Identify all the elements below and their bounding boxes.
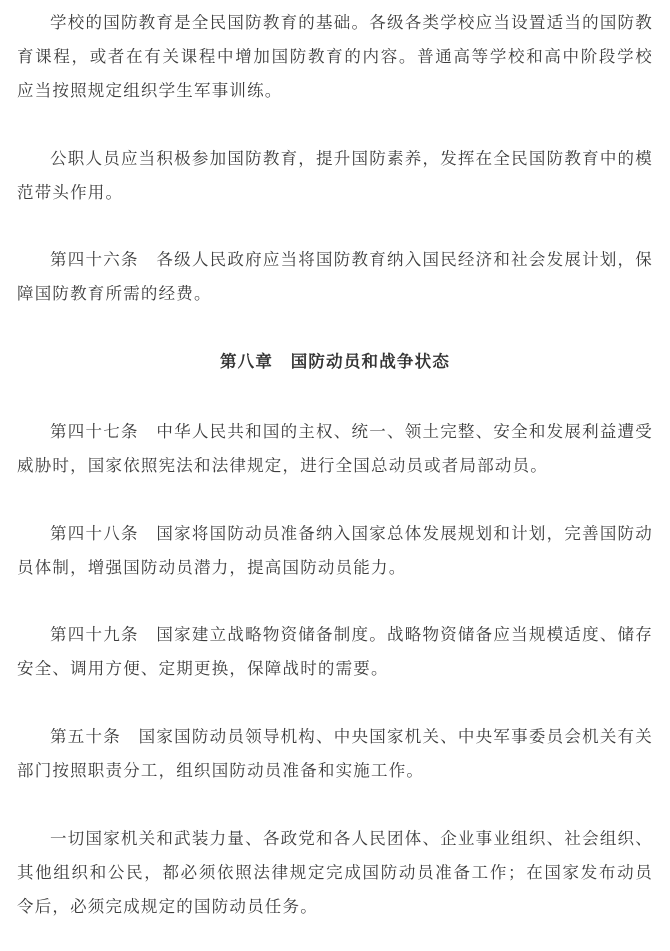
paragraph-article-46: 第四十六条 各级人民政府应当将国防教育纳入国民经济和社会发展计划，保障国防教育所需的经费。 [17,250,653,303]
paragraph-article-50: 第五十条 国家国防动员领导机构、中央国家机关、中央军事委员会机关有关部门按照职责分工，组织国防动员准备和实施工作。 [17,727,653,780]
paragraph-public-officials: 公职人员应当积极参加国防教育，提升国防素养，发挥在全民国防教育中的模范带头作用。 [17,149,653,202]
paragraph-article-49: 第四十九条 国家建立战略物资储备制度。战略物资储备应当规模适度、储存安全、调用方便、定期更换，保障战时的需要。 [17,625,653,678]
paragraph-all-organs: 一切国家机关和武装力量、各政党和各人民团体、企业事业组织、社会组织、其他组织和公民，都必须依照法律规定完成国防动员准备工作；在国家发布动员令后，必须完成规定的国防动员任务。 [17,829,653,916]
chapter-heading: 第八章 国防动员和战争状态 [219,352,451,371]
paragraph-article-47: 第四十七条 中华人民共和国的主权、统一、领土完整、安全和发展利益遭受威胁时，国家依照宪法和法律规定，进行全国总动员或者局部动员。 [17,422,653,475]
paragraph-school-defense-education: 学校的国防教育是全民国防教育的基础。各级各类学校应当设置适当的国防教育课程，或者在有关课程中增加国防教育的内容。普通高等学校和高中阶段学校应当按照规定组织学生军事训练。 [17,13,653,100]
paragraph-article-48: 第四十八条 国家将国防动员准备纳入国家总体发展规划和计划，完善国防动员体制，增强国防动员潜力，提高国防动员能力。 [17,524,653,577]
